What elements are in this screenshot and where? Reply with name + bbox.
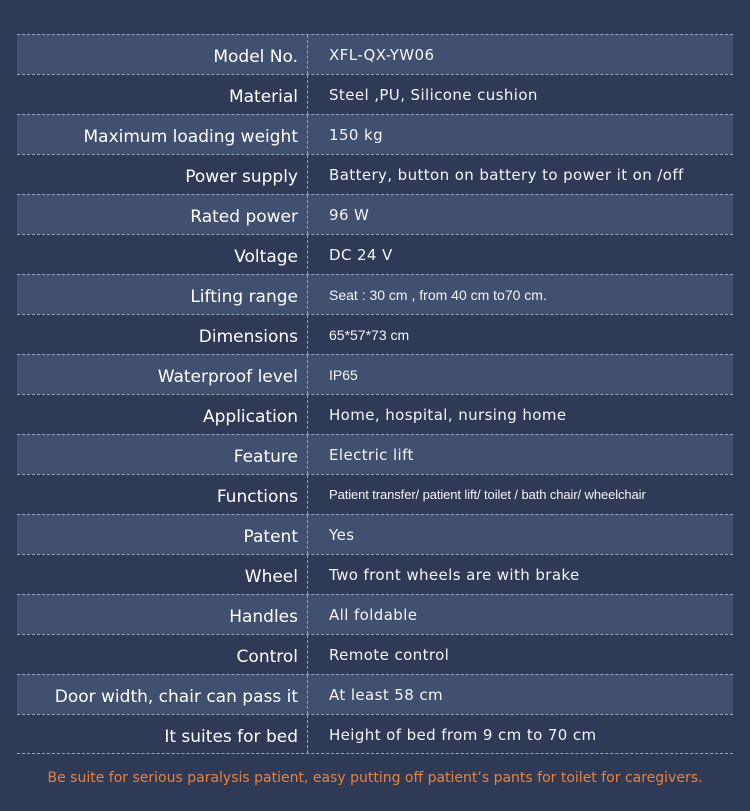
spec-label: Handles [17, 595, 308, 634]
spec-value: All foldable [329, 606, 418, 624]
spec-row-handles [17, 594, 733, 634]
spec-row-material [17, 74, 733, 114]
spec-label: Wheel [17, 555, 308, 594]
spec-row-wheel [17, 554, 733, 594]
spec-label: It suites for bed [17, 715, 308, 753]
spec-value: Height of bed from 9 cm to 70 cm [329, 726, 597, 744]
spec-row-voltage [17, 234, 733, 274]
spec-value: Home, hospital, nursing home [329, 406, 567, 424]
spec-value: Seat : 30 cm , from 40 cm to70 cm. [329, 287, 547, 303]
spec-label: Feature [17, 435, 308, 474]
spec-label: Rated power [17, 195, 308, 234]
spec-row-power-supply [17, 154, 733, 194]
spec-row-waterproof-level [17, 354, 733, 394]
spec-row-patent [17, 514, 733, 554]
spec-row-control [17, 634, 733, 674]
spec-row-functions [17, 474, 733, 514]
spec-label: Application [17, 395, 308, 434]
spec-value: DC 24 V [329, 246, 393, 264]
spec-label: Material [17, 75, 308, 114]
spec-value: Steel ,PU, Silicone cushion [329, 86, 538, 104]
spec-label: Model No. [17, 35, 308, 74]
spec-value: Yes [329, 526, 355, 544]
spec-row-application [17, 394, 733, 434]
spec-row-feature [17, 434, 733, 474]
spec-label: Dimensions [17, 315, 308, 354]
spec-row-door-width [17, 674, 733, 714]
spec-label: Waterproof level [17, 355, 308, 394]
spec-value: At least 58 cm [329, 686, 444, 704]
spec-label: Maximum loading weight [17, 115, 308, 154]
spec-row-model-no [17, 34, 733, 74]
spec-table [17, 34, 733, 754]
spec-value: Remote control [329, 646, 450, 664]
spec-value: 96 W [329, 206, 370, 224]
footer-note: Be suite for serious paralysis patient, easy putting off patient’s pants for toilet for caregivers. [47, 770, 703, 786]
spec-value: 65*57*73 cm [329, 327, 410, 343]
spec-label: Lifting range [17, 275, 308, 314]
spec-row-suites-for-bed [17, 714, 733, 754]
spec-value: IP65 [329, 367, 358, 383]
spec-label: Voltage [17, 235, 308, 274]
spec-label: Power supply [17, 155, 308, 194]
spec-value: Electric lift [329, 446, 414, 464]
spec-row-dimensions [17, 314, 733, 354]
spec-row-lifting-range [17, 274, 733, 314]
spec-label: Patent [17, 515, 308, 554]
spec-value: XFL-QX-YW06 [329, 46, 435, 64]
spec-label: Functions [17, 475, 308, 514]
spec-value: Patient transfer/ patient lift/ toilet / bath chair/ wheelchair [329, 487, 646, 502]
spec-label: Control [17, 635, 308, 674]
spec-row-max-loading-weight [17, 114, 733, 154]
spec-value: Battery, button on battery to power it on /off [329, 166, 684, 184]
spec-value: 150 kg [329, 126, 384, 144]
spec-row-rated-power [17, 194, 733, 234]
spec-label: Door width, chair can pass it [17, 675, 308, 714]
spec-value: Two front wheels are with brake [329, 566, 580, 584]
